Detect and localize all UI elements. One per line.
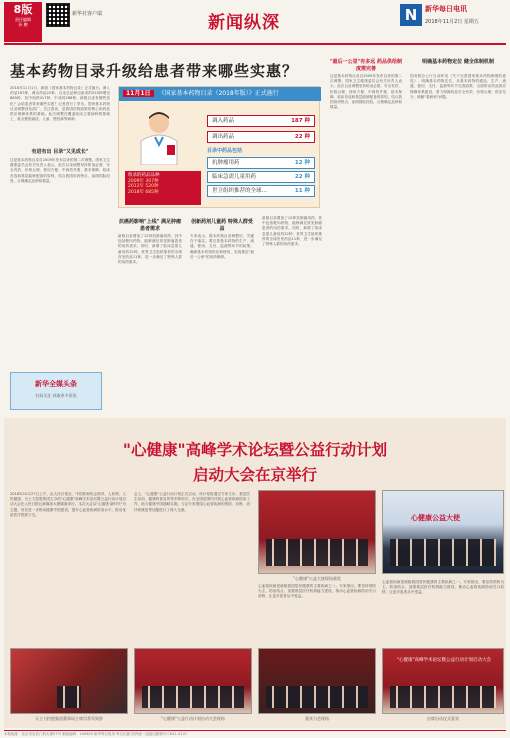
caption-guests: 嘉宾与会现场 bbox=[305, 716, 329, 721]
caption-speaker: 天士力控股集团董事局主席闫希军致辞 bbox=[35, 716, 103, 721]
article-text-col2: 这是基本药物目录自2009年发布以来的第二次调整。国家卫生健康委员会有关负责人表示，此次目录调整坚持防治必需、安全有效、价格合理、使用方便、中西药并重、基本保障、临床首选和基层能够配备的原则，结合我国用药特点，参照国际经验，合理确定品种和数量。 bbox=[10, 158, 110, 183]
subhead-b: 抗癌药影响"上线" 满足肿瘤患者需求 bbox=[119, 219, 181, 232]
volume-line: 2009年 307种 bbox=[128, 178, 159, 184]
photo-guests bbox=[258, 648, 376, 714]
header-rule bbox=[4, 43, 506, 45]
page-editor-name: 孙 鹏 bbox=[18, 22, 28, 27]
article-text-col6: 国务院办公厅日前印发《关于完善国家基本药物制度的意见》，明确基本药物定位，从基本药物的遴选、生产、流通、使用、支付、监测等环节完善政策，全面带动药品供应保障体系建设，着力保障药品安全有效、价格合理、供应充分，缓解"看病贵"问题。 bbox=[410, 74, 506, 99]
doctor-illustration-icon bbox=[133, 109, 185, 165]
volume-title: 收录的药品品种 bbox=[128, 173, 160, 178]
issue-date: 2018年11月2日 星期五 bbox=[425, 19, 479, 25]
caption-dignitaries: 出席启动仪式嘉宾 bbox=[427, 716, 459, 721]
info-row-oncology bbox=[207, 157, 315, 169]
section-title: 新闻纵深 bbox=[208, 13, 280, 33]
subhead-e: 明确基本药物定位 健全体制机制 bbox=[422, 59, 494, 65]
newspaper-logo-icon: N bbox=[400, 4, 422, 26]
info-row-label: 抗肿瘤用药 bbox=[212, 160, 240, 166]
feature-text-right: 心血管疾病是威胁我国居民健康的主要疾病之一。专家指出，要坚持预防为主、防治结合，加强基层医疗机构能力建设，推动心血管疾病防治关口前移，让更多患者从中受益。 bbox=[258, 584, 376, 599]
feature-text-left: 2018年10月27日上午，由人民日报社、中国医师协会指导，人民网、人民健康、天士力控股集团主办的"心健康"高峰学术论坛暨公益行动计划启动大会在人民日报社新媒体大厦隆重举行。本次大会以"心健康·新时代"为主题，旨在进一步推动健康中国建设，提升心血管疾病防治水平，推动优质医疗资源下沉。 bbox=[10, 492, 126, 517]
info-row-label: 临床急需儿童用药 bbox=[212, 174, 257, 180]
main-headline: 基本药物目录升级给患者带来哪些实惠？ bbox=[10, 62, 299, 80]
page-editor-label: 责任编辑 bbox=[15, 17, 31, 22]
photo-banner-stage bbox=[382, 648, 504, 714]
page-footer: 本报地址：北京市宣武门西大街57号 邮政编码：100803 新华每日电讯 每日出版 国内统一连续出版物号 CN11-0137 bbox=[4, 730, 506, 737]
volume-line: 2012年 520种 bbox=[128, 184, 159, 189]
infographic-title: 《国家基本药物目录（2018年版）》正式施行 bbox=[158, 90, 279, 97]
photo-speaker bbox=[10, 648, 128, 714]
info-row-value: 187 种 bbox=[291, 118, 310, 124]
app-promo-ad[interactable] bbox=[10, 372, 102, 410]
feature-title-line1: "心健康"高峰学术论坛暨公益行动计划 bbox=[122, 440, 388, 459]
subhead-d: "最后一公里"有多远 药品供给制度需完善 bbox=[330, 59, 402, 72]
info-row-label: 调入药品 bbox=[212, 118, 235, 124]
infographic-date: 11月1日 bbox=[123, 90, 154, 97]
info-row-value: 12 种 bbox=[294, 160, 310, 166]
qr-caption: 新华社客户端 bbox=[72, 11, 103, 17]
article-text-col3: 新版目录增加了12种抗肿瘤用药，其中包括靶向药物，能够满足常见肿瘤患者的用药需求。同时，新增了临床急需儿童用药22种，世界卫生组织推荐的全球首发药品11种，进一步满足了特殊人群的用药需求。 bbox=[118, 234, 182, 265]
article-text-col4b: 新版目录增加了12种抗肿瘤用药，其中包括靶向药物，能够满足常见肿瘤患者的用药需求。同时，新增了临床急需儿童用药22种，世界卫生组织推荐的全球首发药品11种，进一步满足了特殊人群的用药需求。 bbox=[262, 216, 322, 247]
info-row-value: 11 种 bbox=[294, 188, 310, 194]
photo-group-stage bbox=[382, 490, 504, 574]
masthead bbox=[425, 4, 509, 25]
photo-award-ceremony bbox=[258, 490, 376, 574]
qr-code-icon bbox=[46, 3, 70, 27]
feature-title-line2: 启动大会在京举行 bbox=[192, 465, 317, 484]
info-row-value: 22 种 bbox=[294, 174, 310, 180]
volume-box bbox=[125, 171, 201, 205]
article-text-col5: 这是基本药物目录自2009年发布以来的第二次调整。国家卫生健康委员会有关负责人表示，此次目录调整坚持防治必需、安全有效、价格合理、使用方便、中西药并重、基本保障、临床首选和基层能够配备的原则，结合我国用药特点，参照国际经验，合理确定品种和数量。 bbox=[330, 74, 402, 110]
feature-text-right2: 心血管疾病是威胁我国居民健康的主要疾病之一。专家指出，要坚持预防为主、防治结合，加强基层医疗机构能力建设，推动心血管疾病防治关口前移，让更多患者从中受益。 bbox=[382, 580, 504, 595]
photo-launch-event bbox=[134, 648, 252, 714]
info-row-removed bbox=[207, 131, 315, 143]
volume-line: 2018年 685种 bbox=[128, 189, 159, 195]
ad-subtitle: 扫码关注 获取更多资讯 bbox=[35, 393, 77, 398]
infographic-subtitle: 目录中药品包括 bbox=[207, 148, 243, 154]
infographic-header bbox=[119, 87, 321, 101]
info-row-label: 调出药品 bbox=[212, 134, 235, 140]
stage-screen-text: 心健康公益大使 bbox=[411, 514, 460, 522]
subhead-a: 有进有出 目录"又见成长" bbox=[31, 149, 89, 155]
subhead-c: 创新药剂儿童药 特殊人群受益 bbox=[191, 219, 253, 232]
ad-title: 新华全媒头条 bbox=[35, 380, 77, 388]
info-row-who bbox=[207, 185, 315, 197]
page-number-badge bbox=[4, 2, 42, 42]
paper-name: 新华每日电讯 bbox=[425, 5, 467, 13]
info-row-added bbox=[207, 115, 315, 127]
infographic bbox=[118, 86, 320, 208]
caption-launch: "心健康"公益行动计划启动大会现场 bbox=[161, 716, 225, 721]
feature-text-mid: 会上，"心健康"公益行动计划正式启动。该计划将通过专家义诊、基层医生培训、健康科普宣传等多种形式，在全国范围内开展心血管疾病防治工作，助力健康中国战略实施。与会专家围绕心血管疾病的预防、诊断、治疗和康复等话题进行了深入交流。 bbox=[134, 492, 250, 512]
caption-award: "心健康"公益大使现场颁奖 bbox=[293, 576, 341, 581]
banner-text: "心健康"高峰学术论坛暨公益行动计划启动大会 bbox=[396, 658, 492, 663]
info-row-pediatric bbox=[207, 171, 315, 183]
info-row-value: 22 种 bbox=[294, 134, 310, 140]
page-number: 8版 bbox=[13, 3, 33, 16]
article-text-col4: 专家表示，基本药物目录调整后，关键在于落实。要完善基本药物的生产、流通、使用、支付、监测等环节的政策，确保基本药物供应和使用，实现基层"最后一公里"的用药保障。 bbox=[190, 234, 254, 259]
info-row-label: 世卫组织推荐的全球… bbox=[212, 188, 268, 194]
article-text-col1: 2018年11月1日，新版《国家基本药物目录》正式施行。调入药品187种，调出药品22种，目录总品种由原来的520种增至685种，其中西药417种、中成药268种。新版目录有哪些变化？会给患者带来哪些实惠？记者进行了采访。国家基本药物目录调整涉及面广、关注度高，是我国药物政策的核心和药品供应保障体系的基础。此次调整在覆盖临床主要病种的基础上，重点聚焦癌症、儿童、慢性病等病种。 bbox=[10, 86, 110, 122]
